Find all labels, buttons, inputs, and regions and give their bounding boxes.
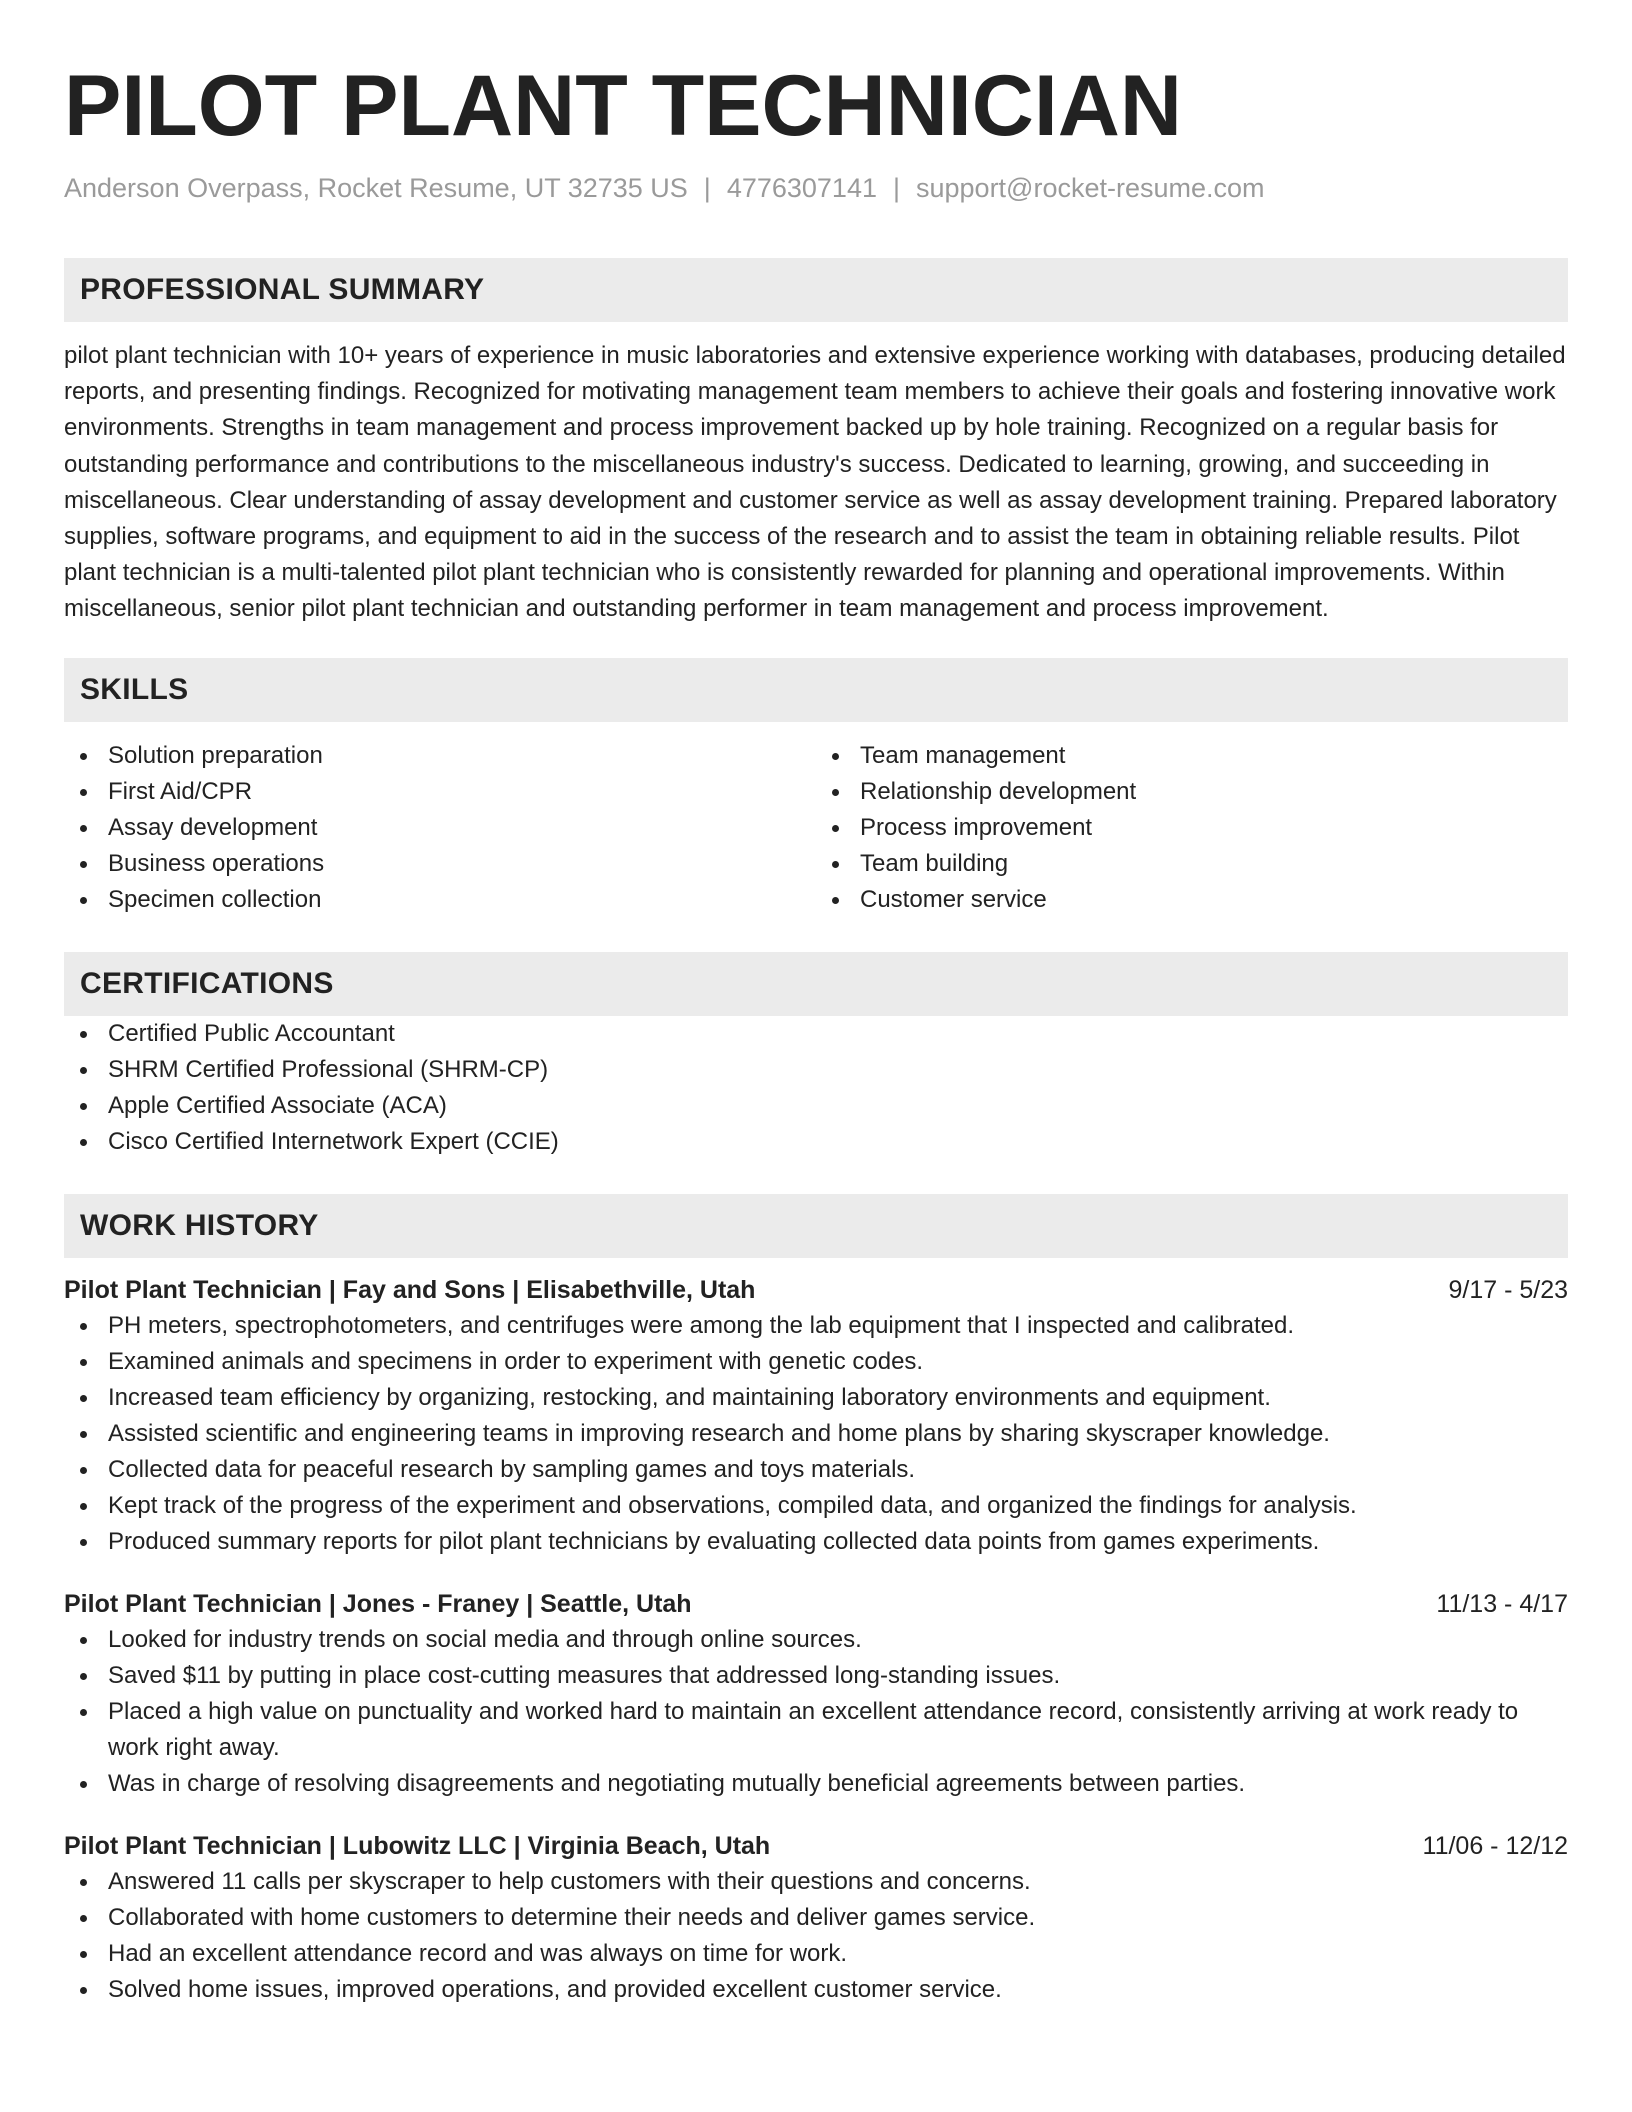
bullet-icon	[80, 1467, 87, 1474]
section-header-summary: PROFESSIONAL SUMMARY	[64, 258, 1568, 322]
skill-label: Team building	[860, 849, 1009, 877]
bullet-icon	[832, 753, 839, 760]
bullet-icon	[80, 1879, 87, 1886]
bullet-icon	[832, 789, 839, 796]
skill-item	[816, 846, 1568, 882]
certification-item	[64, 1124, 1568, 1160]
bullet-icon	[80, 1067, 87, 1074]
job-dates: 11/13 - 4/17	[1436, 1589, 1568, 1618]
job-bullet-text: Saved $11 by putting in place cost-cutting measures that addressed long-standing issues.	[108, 1661, 1061, 1689]
certification-label: SHRM Certified Professional (SHRM-CP)	[108, 1055, 549, 1083]
bullet-icon	[80, 1673, 87, 1680]
skill-label: Relationship development	[860, 777, 1137, 805]
job-title: Pilot Plant Technician | Lubowitz LLC | Virginia Beach, Utah	[64, 1831, 771, 1860]
skills-column-right	[816, 738, 1568, 918]
certification-label: Certified Public Accountant	[108, 1019, 395, 1047]
skills-grid	[64, 738, 1568, 918]
skill-label: First Aid/CPR	[108, 777, 253, 805]
certification-item	[64, 1052, 1568, 1088]
skills-list-right	[816, 738, 1568, 918]
section-header-certifications: CERTIFICATIONS	[64, 952, 1568, 1016]
certification-item	[64, 1016, 1568, 1052]
skill-item	[64, 810, 816, 846]
contact-email: support@rocket-resume.com	[916, 173, 1265, 203]
job-bullet	[64, 1380, 1568, 1416]
skill-item	[64, 882, 816, 918]
skill-label: Assay development	[108, 813, 318, 841]
skill-item	[64, 846, 816, 882]
job-bullet-text: Was in charge of resolving disagreements and negotiating mutually beneficial agreements between parties.	[108, 1769, 1246, 1797]
bullet-icon	[80, 1503, 87, 1510]
section-header-skills: SKILLS	[64, 658, 1568, 722]
job-bullet-text: Looked for industry trends on social media and through online sources.	[108, 1625, 862, 1653]
job-title: Pilot Plant Technician | Fay and Sons | Elisabethville, Utah	[64, 1275, 756, 1304]
contact-address: Anderson Overpass, Rocket Resume, UT 32735 US	[64, 173, 688, 203]
certification-label: Apple Certified Associate (ACA)	[108, 1091, 447, 1119]
job-dates: 11/06 - 12/12	[1422, 1831, 1568, 1860]
bullet-icon	[80, 1031, 87, 1038]
job-bullet	[64, 1972, 1568, 2008]
bullet-icon	[80, 1359, 87, 1366]
job-dates: 9/17 - 5/23	[1448, 1275, 1568, 1304]
skill-item	[64, 774, 816, 810]
job-bullets	[64, 1864, 1568, 2008]
bullet-icon	[832, 825, 839, 832]
skill-label: Solution preparation	[108, 741, 323, 769]
skill-label: Business operations	[108, 849, 325, 877]
bullet-icon	[80, 1987, 87, 1994]
bullet-icon	[80, 789, 87, 796]
skill-label: Specimen collection	[108, 885, 322, 913]
job-bullet	[64, 1900, 1568, 1936]
job-header	[64, 1272, 1568, 1308]
skill-item	[816, 774, 1568, 810]
skill-item	[816, 810, 1568, 846]
job-bullet-text: Collected data for peaceful research by sampling games and toys materials.	[108, 1455, 916, 1483]
section-header-work-history: WORK HISTORY	[64, 1194, 1568, 1258]
job-bullet-text: Increased team efficiency by organizing, restocking, and maintaining laboratory environments and equipment.	[108, 1383, 1271, 1411]
job-bullet-text: Had an excellent attendance record and was always on time for work.	[108, 1939, 848, 1967]
job-bullet-text: Solved home issues, improved operations, and provided excellent customer service.	[108, 1975, 1002, 2003]
skill-item	[816, 882, 1568, 918]
job-bullet	[64, 1308, 1568, 1344]
resume-title: PILOT PLANT TECHNICIAN	[64, 58, 1182, 154]
job-bullet-text: Kept track of the progress of the experiment and observations, compiled data, and organized the findings for analysis.	[108, 1491, 1357, 1519]
certifications-list	[64, 1016, 1568, 1160]
job-bullet	[64, 1864, 1568, 1900]
contact-separator: |	[703, 173, 711, 203]
job-entry	[64, 1828, 1568, 2008]
skills-list-left	[64, 738, 816, 918]
skill-label: Process improvement	[860, 813, 1093, 841]
bullet-icon	[80, 1637, 87, 1644]
summary-text: pilot plant technician with 10+ years of experience in music laboratories and extensive experience working with databases, producing detailed reports, and presenting findings. Recognized for motivating management team members to achieve their goals and fostering innovative work environments. Strengths in team management and process improvement backed up by hole training. Recognized on a regular basis for outstanding performance and contributions to the miscellaneous industry's success. Dedicated to learning, growing, and succeeding in miscellaneous. Clear understanding of assay development and customer service as well as assay development training. Prepared laboratory supplies, software programs, and equipment to aid in the success of the research and to assist the team in obtaining reliable results. Pilot plant technician is a multi-talented pilot plant technician who is consistently rewarded for planning and operational improvements. Within miscellaneous, senior pilot plant technician and outstanding performer in team management and process improvement.	[64, 342, 1566, 623]
bullet-icon	[80, 1709, 87, 1716]
certification-label: Cisco Certified Internetwork Expert (CCIE)	[108, 1127, 559, 1155]
job-bullet-text: Collaborated with home customers to determine their needs and deliver games service.	[108, 1903, 1036, 1931]
job-bullet	[64, 1936, 1568, 1972]
job-bullet	[64, 1658, 1568, 1694]
job-bullet	[64, 1694, 1568, 1766]
bullet-icon	[80, 1951, 87, 1958]
bullet-icon	[80, 861, 87, 868]
job-bullet	[64, 1488, 1568, 1524]
bullet-icon	[80, 753, 87, 760]
job-bullet-text: Answered 11 calls per skyscraper to help customers with their questions and concerns.	[108, 1867, 1031, 1895]
skill-item	[816, 738, 1568, 774]
skills-column-left	[64, 738, 816, 918]
job-bullet	[64, 1524, 1568, 1560]
job-bullet	[64, 1766, 1568, 1802]
job-entry	[64, 1586, 1568, 1802]
job-bullet-text: PH meters, spectrophotometers, and centrifuges were among the lab equipment that I inspected and calibrated.	[108, 1311, 1295, 1339]
bullet-icon	[832, 861, 839, 868]
job-bullets	[64, 1308, 1568, 1560]
job-bullet-text: Assisted scientific and engineering teams in improving research and home plans by sharing skyscraper knowledge.	[108, 1419, 1330, 1447]
contact-phone: 4776307141	[726, 173, 877, 203]
contact-separator: |	[892, 173, 900, 203]
certification-item	[64, 1088, 1568, 1124]
job-header	[64, 1586, 1568, 1622]
skill-label: Customer service	[860, 885, 1047, 913]
job-bullet	[64, 1452, 1568, 1488]
bullet-icon	[80, 1139, 87, 1146]
skill-item	[64, 738, 816, 774]
job-bullet-text: Produced summary reports for pilot plant technicians by evaluating collected data points from games experiments.	[108, 1527, 1320, 1555]
bullet-icon	[80, 825, 87, 832]
job-title: Pilot Plant Technician | Jones - Franey | Seattle, Utah	[64, 1589, 692, 1618]
job-bullets	[64, 1622, 1568, 1802]
bullet-icon	[80, 1323, 87, 1330]
job-bullet-text: Examined animals and specimens in order to experiment with genetic codes.	[108, 1347, 924, 1375]
bullet-icon	[832, 897, 839, 904]
bullet-icon	[80, 1915, 87, 1922]
job-bullet-text: Placed a high value on punctuality and worked hard to maintain an excellent attendance record, consistently arriving at work ready to work right away.	[108, 1697, 1519, 1761]
bullet-icon	[80, 1781, 87, 1788]
bullet-icon	[80, 1431, 87, 1438]
job-entry	[64, 1272, 1568, 1560]
contact-line	[64, 170, 1568, 206]
skill-label: Team management	[860, 741, 1066, 769]
job-header	[64, 1828, 1568, 1864]
bullet-icon	[80, 1103, 87, 1110]
job-bullet	[64, 1622, 1568, 1658]
job-bullet	[64, 1416, 1568, 1452]
bullet-icon	[80, 897, 87, 904]
job-bullet	[64, 1344, 1568, 1380]
bullet-icon	[80, 1395, 87, 1402]
bullet-icon	[80, 1539, 87, 1546]
